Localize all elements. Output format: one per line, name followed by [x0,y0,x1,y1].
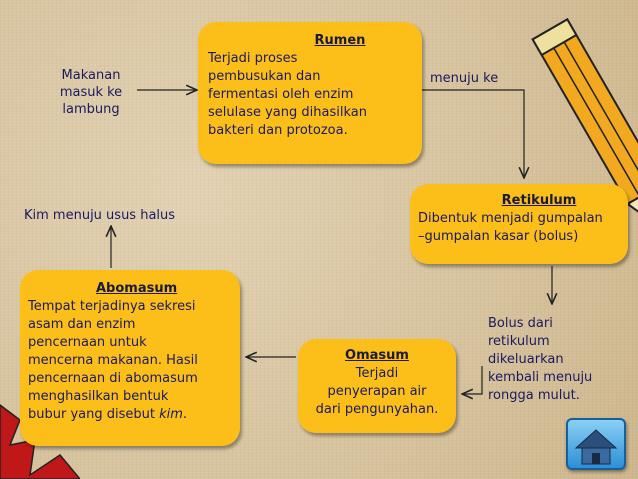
rumen-title: Rumen [314,33,366,48]
abomasum-title: Abomasum [96,281,178,296]
abomasum-text-main: Tempat terjadinya sekresi asam dan enzim pencernaan untuk mencerna makanan. Hasil pencernaan di abomasum menghasilkan bentuk bubur yang disebut [28,299,198,422]
home-button[interactable] [566,418,626,470]
input-label: Makanan masuk ke lambung [59,68,123,117]
rumen-text: Terjadi proses pembusukan dan fermentasi oleh enzim selulase yang dihasilkan bakteri dan protozoa. [208,51,367,138]
retikulum-text: Dibentuk menjadi gumpalan –gumpalan kasar (bolus) [418,211,603,244]
bolus-label: Bolus dari retikulum dikeluarkan kembali menuju rongga mulut. [488,316,593,403]
abomasum-box [20,270,240,446]
omasum-text: Terjadi penyerapan air dari pengunyahan. [315,366,439,417]
abomasum-text-italic: kim [159,407,183,422]
rumen-box [198,22,422,164]
retikulum-box [410,184,628,264]
output-label: Kim menuju usus halus [24,208,176,223]
omasum-box [298,339,456,433]
retikulum-title: Retikulum [501,193,577,208]
abomasum-text-end: . [182,407,188,422]
home-icon [568,420,624,468]
menuju-label: menuju ke [430,71,499,86]
omasum-title: Omasum [345,348,409,363]
abomasum-text [28,298,232,424]
